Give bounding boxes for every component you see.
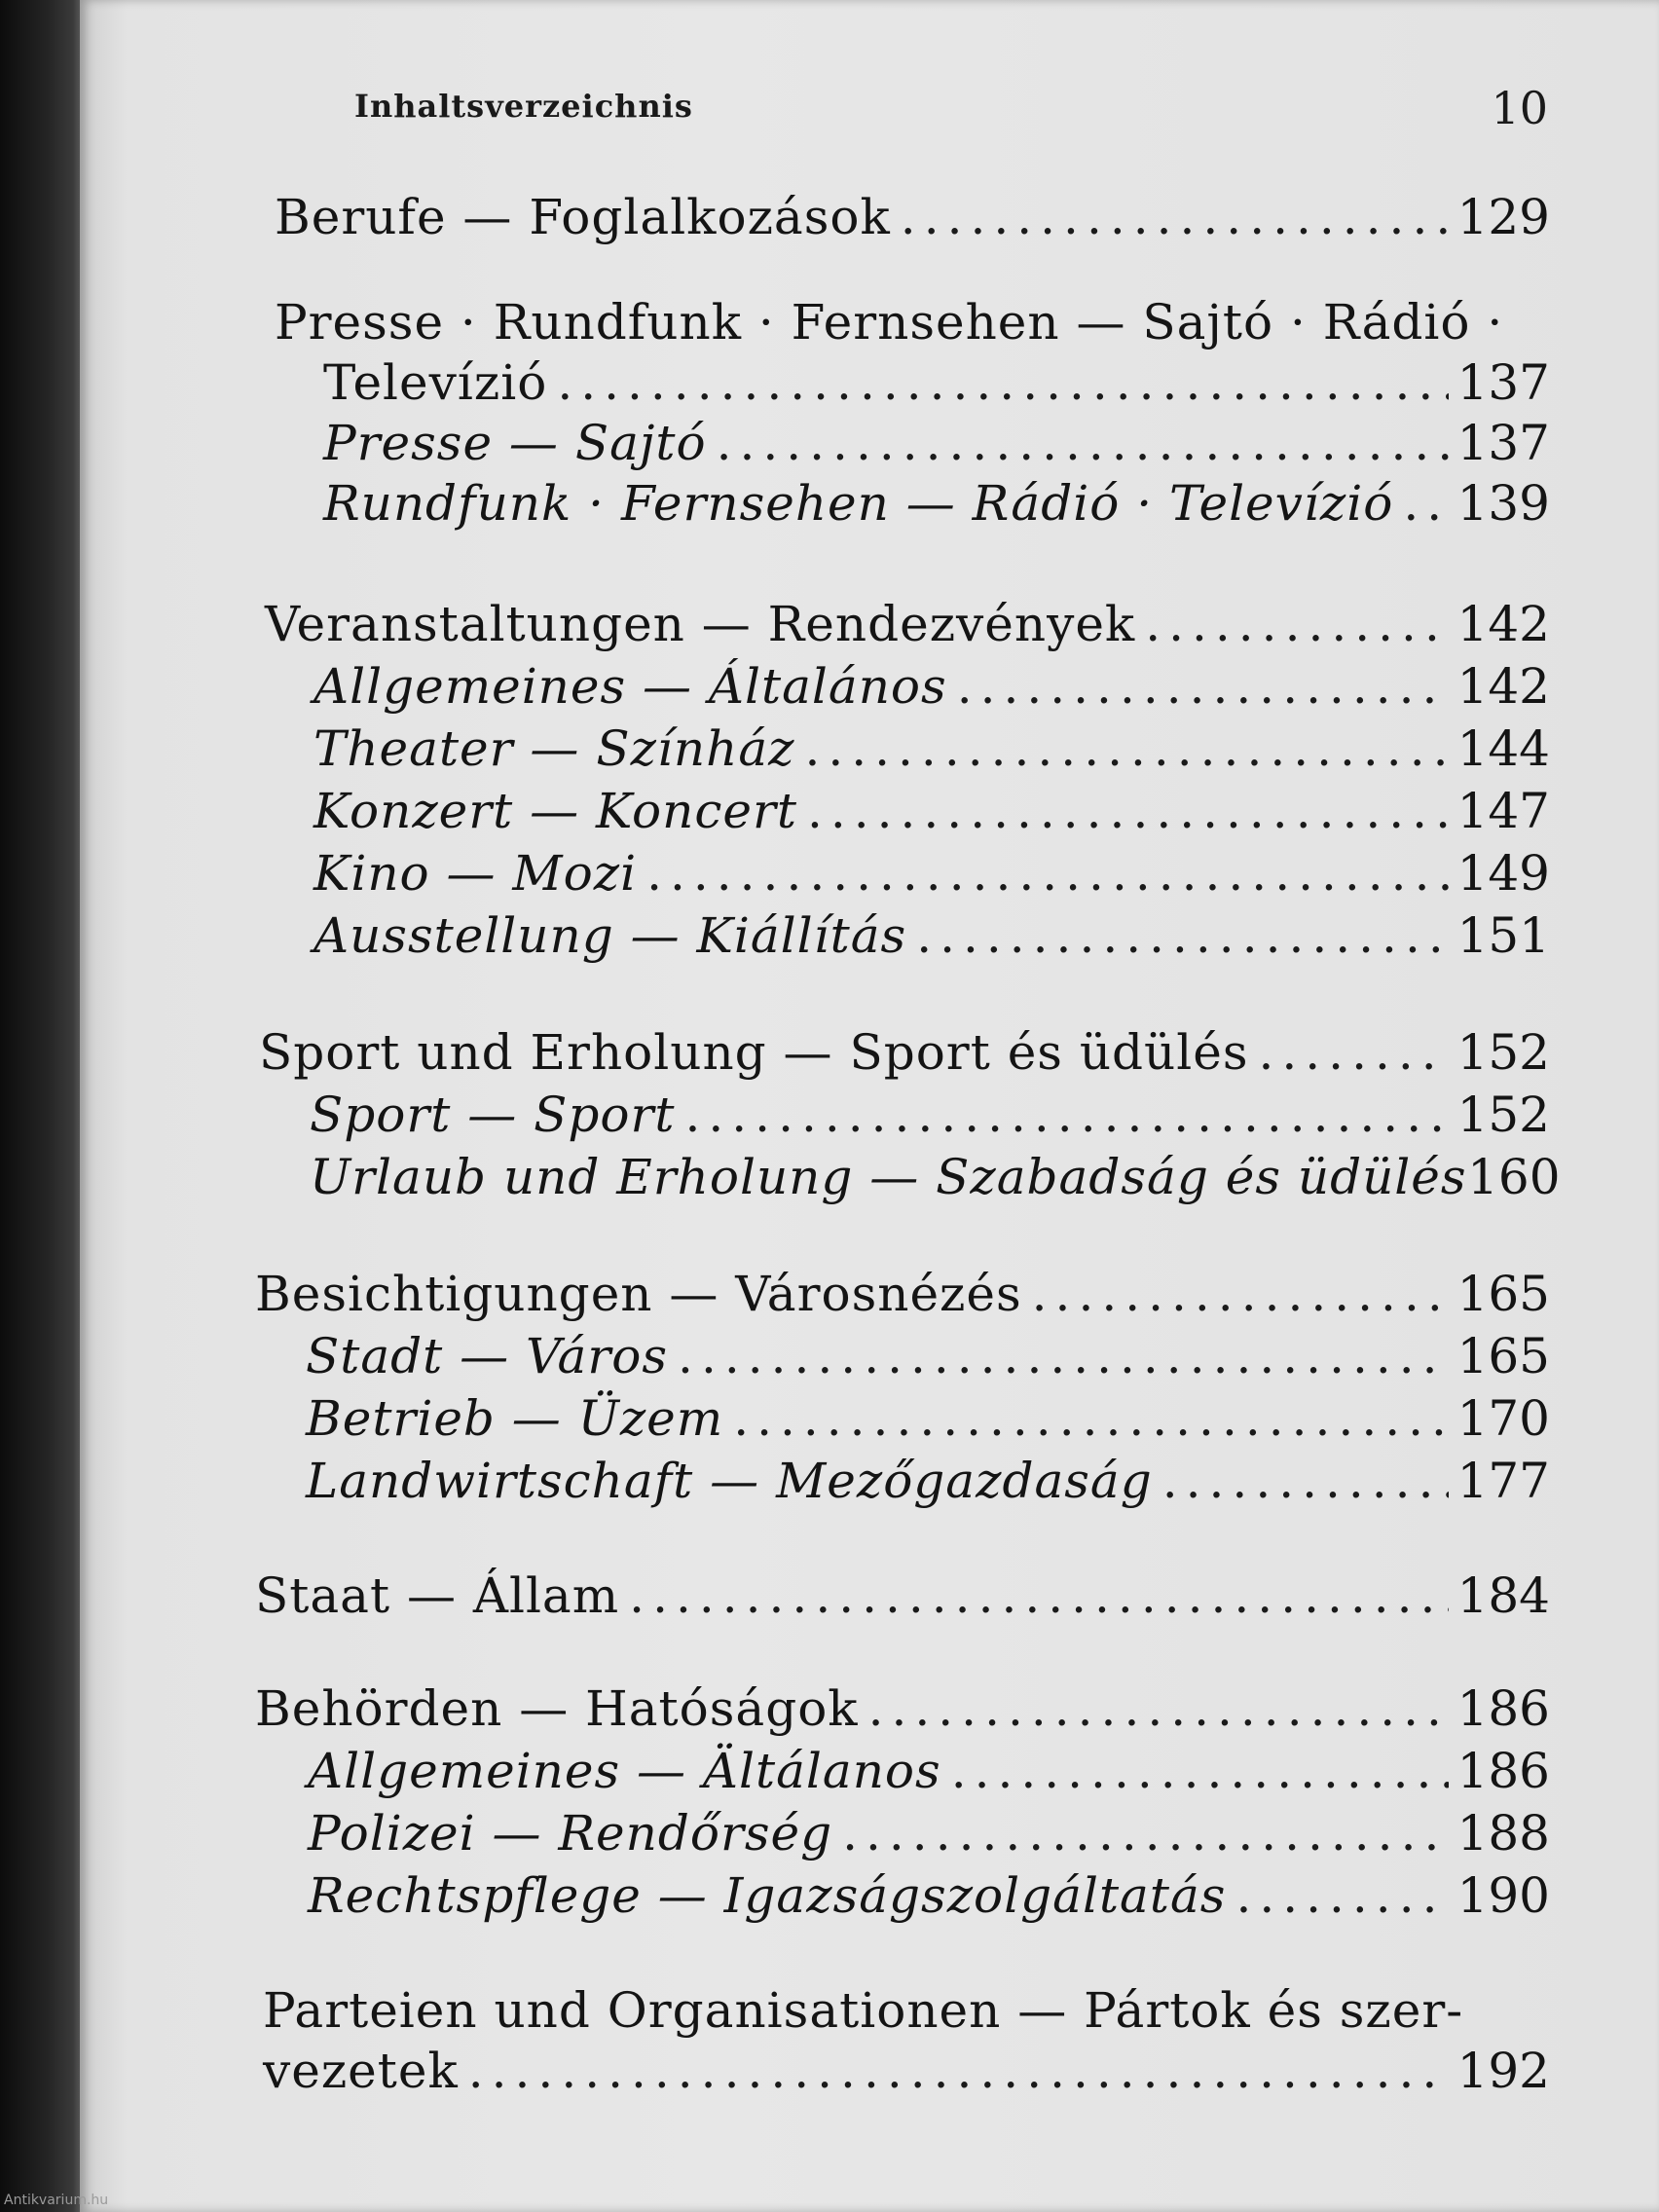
- toc-subentry-allgemeines-2: [308, 1741, 1560, 1801]
- toc-subentry-landwirtschaft: [306, 1451, 1560, 1511]
- book-spine: [0, 0, 86, 2212]
- toc-entry-page: 142: [1456, 596, 1550, 652]
- toc-entry-staat: [255, 1566, 1560, 1626]
- toc-leader-dots: [1259, 1022, 1450, 1083]
- toc-entry-presse-line2: [323, 352, 1560, 413]
- toc-entry-veranstaltungen: [265, 594, 1560, 654]
- toc-entry-label: Veranstaltungen — Rendezvények: [265, 596, 1136, 652]
- toc-entry-page: 152: [1456, 1087, 1550, 1143]
- toc-entry-label: Rundfunk · Fernsehen — Rádió · Televízió: [323, 475, 1394, 532]
- toc-subentry-betrieb: [306, 1388, 1560, 1449]
- toc-entry-behoerden: [255, 1678, 1560, 1739]
- toc-entry-label: Behörden — Hatóságok: [255, 1680, 859, 1737]
- toc-leader-dots: [1162, 1451, 1449, 1511]
- toc-leader-dots: [717, 413, 1449, 473]
- toc-entry-label: Theater — Színház: [313, 720, 795, 777]
- toc-subentry-allgemeines: [313, 656, 1560, 717]
- toc-entry-label: Sport und Erholung — Sport és üdülés: [259, 1024, 1249, 1081]
- toc-leader-dots: [916, 905, 1449, 966]
- toc-entry-page: 129: [1456, 189, 1550, 245]
- toc-entry-presse-line1: Presse · Rundfunk · Fernsehen — Sajtó · Rádió ·: [275, 294, 1504, 350]
- toc-entry-page: 147: [1456, 783, 1550, 839]
- toc-entry-page: 184: [1456, 1567, 1550, 1624]
- toc-entry-label: Landwirtschaft — Mezőgazdaság: [306, 1453, 1153, 1509]
- toc-entry-label: Ausstellung — Kiállítás: [313, 907, 907, 964]
- toc-leader-dots: [685, 1085, 1450, 1145]
- toc-subentry-konzert: [313, 781, 1560, 841]
- toc-leader-dots: [804, 719, 1449, 779]
- toc-entry-parteien-line1: Parteien und Organisationen — Pártok és szer-: [263, 1982, 1464, 2039]
- toc-leader-dots: [733, 1388, 1449, 1449]
- toc-leader-dots: [629, 1566, 1449, 1626]
- toc-entry-page: 144: [1456, 720, 1550, 777]
- toc-entry-page: 186: [1456, 1680, 1550, 1737]
- toc-leader-dots: [951, 1741, 1449, 1801]
- toc-leader-dots: [842, 1803, 1449, 1863]
- toc-subentry-kino: [313, 843, 1560, 903]
- toc-entry-page: 160: [1467, 1149, 1561, 1205]
- toc-entry-page: 165: [1456, 1328, 1550, 1384]
- toc-entry-label: Allgemeines — Ältálanos: [308, 1743, 941, 1799]
- toc-entry-page: 152: [1456, 1024, 1550, 1081]
- toc-entry-label: Kino — Mozi: [313, 845, 638, 902]
- toc-entry-page: 170: [1456, 1390, 1550, 1447]
- toc-entry-label: Rechtspflege — Igazságszolgáltatás: [308, 1867, 1227, 1924]
- book-page: [80, 0, 1659, 2212]
- toc-subentry-presse: [323, 413, 1560, 473]
- toc-entry-label: Allgemeines — Általános: [313, 658, 947, 715]
- toc-leader-dots: [868, 1678, 1449, 1739]
- toc-leader-dots: [557, 352, 1449, 413]
- toc-leader-dots: [468, 2041, 1449, 2101]
- toc-leader-dots: [1145, 594, 1449, 654]
- toc-entry-page: 137: [1456, 415, 1550, 471]
- toc-entry-page: 192: [1456, 2043, 1550, 2099]
- toc-subentry-rechtspflege: [308, 1865, 1560, 1926]
- toc-entry-page: 188: [1456, 1805, 1550, 1862]
- toc-entry-page: 165: [1456, 1266, 1550, 1322]
- toc-subentry-theater: [313, 719, 1560, 779]
- toc-entry-page: 177: [1456, 1453, 1550, 1509]
- toc-entry-berufe: [275, 187, 1560, 247]
- toc-entry-label: Urlaub und Erholung — Szabadság és üdülés: [310, 1149, 1467, 1205]
- toc-subentry-urlaub: [310, 1147, 1560, 1207]
- toc-leader-dots: [957, 656, 1449, 717]
- toc-leader-dots: [1032, 1264, 1449, 1324]
- toc-entry-page: 151: [1456, 907, 1550, 964]
- toc-leader-dots: [1235, 1865, 1449, 1926]
- toc-entry-page: 142: [1456, 658, 1550, 715]
- toc-leader-dots: [901, 187, 1449, 247]
- toc-entry-label: Sport — Sport: [310, 1087, 676, 1143]
- toc-entry-label: Polizei — Rendőrség: [308, 1805, 833, 1862]
- toc-leader-dots: [678, 1326, 1449, 1386]
- toc-subentry-sport: [310, 1085, 1560, 1145]
- toc-entry-parteien-line2: [263, 2041, 1560, 2101]
- toc-entry-page: 149: [1456, 845, 1550, 902]
- toc-entry-page: 190: [1456, 1867, 1550, 1924]
- toc-leader-dots: [646, 843, 1449, 903]
- toc-entry-page: 186: [1456, 1743, 1550, 1799]
- toc-entry-label: Besichtigungen — Városnézés: [255, 1266, 1022, 1322]
- toc-entry-label: Berufe — Foglalkozások: [275, 189, 891, 245]
- toc-entry-sport-und-erholung: [259, 1022, 1560, 1083]
- toc-entry-page: 137: [1456, 354, 1550, 411]
- toc-entry-label: Televízió: [323, 354, 548, 411]
- toc-entry-label: Staat — Állam: [255, 1567, 620, 1624]
- toc-subentry-polizei: [308, 1803, 1560, 1863]
- toc-subentry-ausstellung: [313, 905, 1560, 966]
- watermark: Antikvarium.hu: [4, 2193, 109, 2208]
- page-number: 10: [1491, 82, 1548, 134]
- toc-entry-label: vezetek: [263, 2043, 459, 2099]
- toc-entry-label: Stadt — Város: [306, 1328, 669, 1384]
- toc-entry-besichtigungen: [255, 1264, 1560, 1324]
- running-header-title: Inhaltsverzeichnis: [354, 88, 693, 125]
- toc-entry-label: Betrieb — Üzem: [306, 1390, 724, 1447]
- toc-entry-page: 139: [1456, 475, 1550, 532]
- toc-leader-dots: [1403, 473, 1449, 534]
- toc-subentry-rundfunk: [323, 473, 1560, 534]
- toc-subentry-stadt: [306, 1326, 1560, 1386]
- toc-entry-label: Presse — Sajtó: [323, 415, 707, 471]
- toc-entry-label: Konzert — Koncert: [313, 783, 797, 839]
- toc-leader-dots: [807, 781, 1449, 841]
